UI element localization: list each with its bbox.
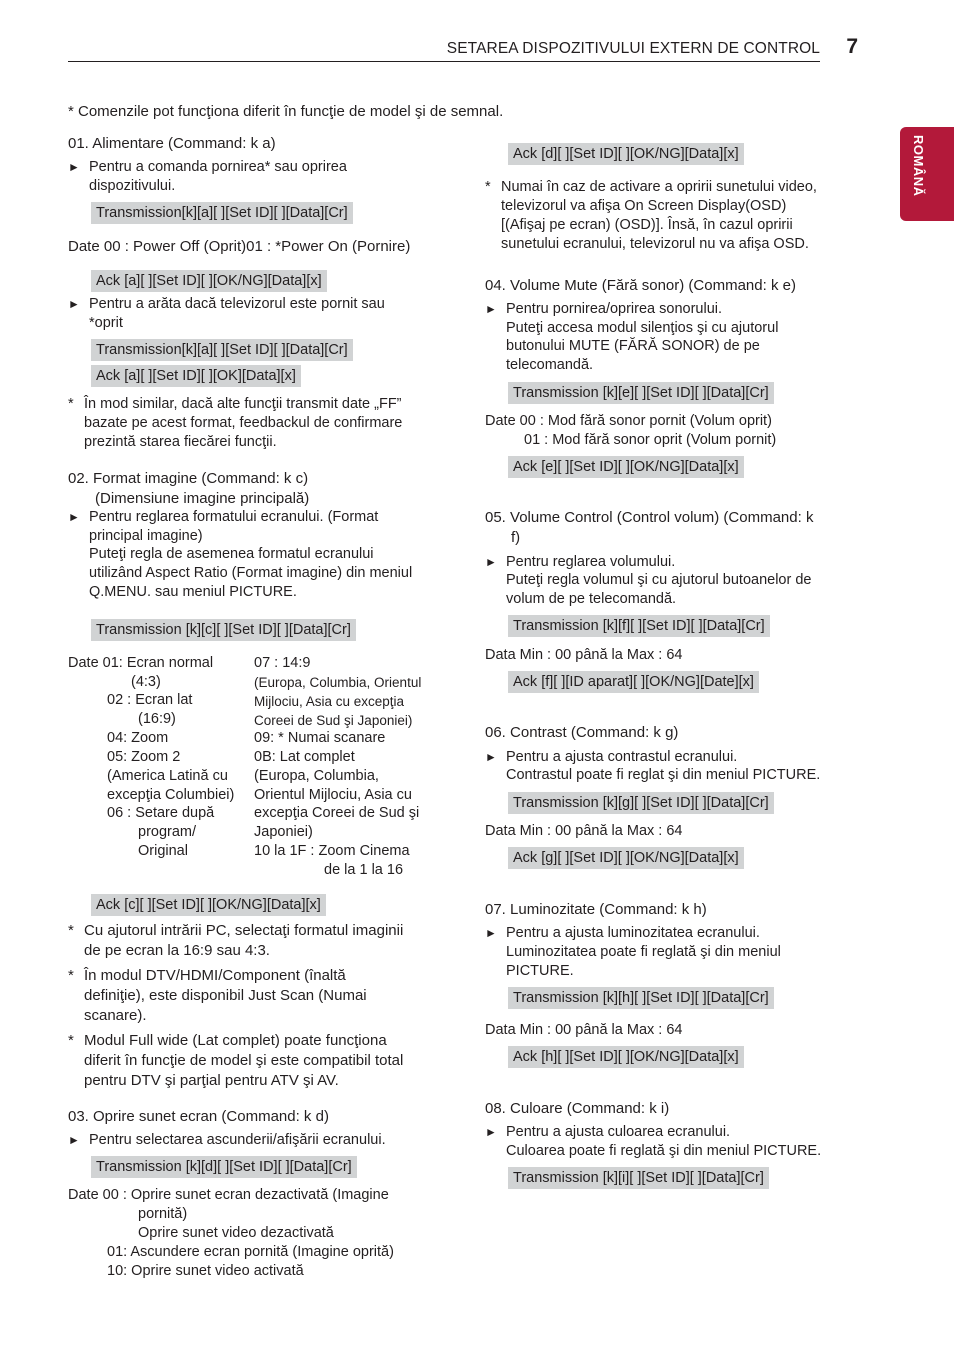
s02-col1-item: excepţia Columbiei) [107, 787, 235, 803]
s06-transmission-code: Transmission [k][g][ ][Set ID][ ][Data][Cr] [508, 792, 774, 814]
s02-note2-line2: definiţie), este disponibil Just Scan (Numai [84, 987, 367, 1004]
s04-bullet-line: telecomandă. [506, 357, 594, 373]
note-star: * [68, 967, 74, 984]
s06-ack-code: Ack [g][ ][Set ID][ ][OK/NG][Data][x] [508, 847, 744, 869]
s01-bullet2-line1: Pentru a arăta dacă televizorul este pornit sau [89, 296, 385, 312]
s02-col2-item: 0B: Lat complet [254, 749, 355, 765]
s02-bullet-line1: Pentru reglarea formatului ecranului. (Format [89, 509, 379, 525]
note-star: * [68, 922, 74, 939]
s04-bullet-line: butonului MUTE (FĂRĂ SONOR) de pe [506, 338, 760, 354]
s02-transmission-code: Transmission [k][c][ ][Set ID][ ][Data][Cr] [91, 619, 356, 641]
s01-bullet1-line2: dispozitivului. [89, 178, 176, 194]
page-header [68, 35, 858, 62]
section-03-title: 03. Oprire sunet ecran (Command: k d) [68, 1108, 329, 1125]
bullet-arrow-icon: ► [68, 1133, 80, 1147]
note-star: * [68, 396, 74, 412]
section-04-title: 04. Volume Mute (Fără sonor) (Command: k e) [485, 277, 796, 294]
s02-col1-item: 02 : Ecran lat [107, 692, 193, 708]
s03-note-line: [(Afişaj pe ecran) (OSD)]. Însă, în cazul opririi [501, 217, 793, 233]
s03-data-line: 01: Ascundere ecran pornită (Imagine oprită) [107, 1244, 394, 1260]
s02-col2-item: 09: * Numai scanare [254, 730, 386, 746]
s01-transmission-code-2: Transmission[k][a][ ][Set ID][ ][Data][Cr] [91, 339, 353, 361]
s04-bullet-line: Puteţi accesa modul silenţios şi cu ajutorul [506, 320, 779, 336]
s03-transmission-code: Transmission [k][d][ ][Set ID][ ][Data][Cr] [91, 1156, 357, 1178]
s02-col2-small: (Europa, Columbia, Orientul [254, 675, 422, 690]
s03-note-line: Numai în caz de activare a opririi sunetului video, [501, 179, 817, 195]
s07-ack-code: Ack [h][ ][Set ID][ ][OK/NG][Data][x] [508, 1046, 744, 1068]
s02-bullet-line4: utilizând Aspect Ratio (Format imagine) din meniul [89, 565, 413, 581]
section-01-title: 01. Alimentare (Command: k a) [68, 135, 276, 152]
s06-data: Data Min : 00 până la Max : 64 [485, 823, 683, 839]
s02-note2-line1: În modul DTV/HDMI/Component (înaltă [84, 967, 346, 984]
s03-data-line: Date 00 : Oprire sunet ecran dezactivată (Imagine [68, 1187, 389, 1203]
s01-data: Date 00 : Power Off (Oprit)01 : *Power On (Pornire) [68, 238, 411, 255]
s02-col2-item: 10 la 1F : Zoom Cinema [254, 843, 410, 859]
s03-data-line: 10: Oprire sunet video activată [107, 1263, 304, 1279]
s02-col1-item: Original [138, 843, 188, 859]
s06-bullet-line: Contrastul poate fi reglat şi din meniul PICTURE. [506, 767, 821, 783]
s02-col2-small: Mijlociu, Asia cu excepţia [254, 694, 405, 709]
s02-col2-item: (Europa, Columbia, [254, 768, 379, 784]
s07-data: Data Min : 00 până la Max : 64 [485, 1022, 683, 1038]
s03-data-line: Oprire sunet video dezactivată [138, 1225, 334, 1241]
s05-bullet-line: Puteţi regla volumul şi cu ajutorul butoanelor de [506, 572, 812, 588]
s02-col1-item: 04: Zoom [107, 730, 169, 746]
header-title: SETAREA DISPOZITIVULUI EXTERN DE CONTROL [446, 40, 820, 57]
bullet-arrow-icon: ► [68, 510, 80, 524]
s02-col1-item: 06 : Setare după [107, 805, 215, 821]
s02-col1-item: (4:3) [131, 674, 161, 690]
s02-data-label: Date 01: Ecran normal [68, 655, 214, 671]
bullet-arrow-icon: ► [485, 926, 497, 940]
s02-col1-item: (America Latină cu [107, 768, 228, 784]
s08-bullet-line: Pentru a ajusta culoarea ecranului. [506, 1124, 731, 1140]
note-star: * [68, 1032, 74, 1049]
s02-note1-line1: Cu ajutorul intrării PC, selectaţi formatul imaginii [84, 922, 404, 939]
s08-transmission-code: Transmission [k][i][ ][Set ID][ ][Data][Cr] [508, 1167, 769, 1189]
s01-note-line3: prezintă starea fiecărei funcţii. [84, 434, 277, 450]
s02-ack-code: Ack [c][ ][Set ID][ ][OK/NG][Data][x] [91, 894, 326, 916]
s03-ack-code: Ack [d][ ][Set ID][ ][OK/NG][Data][x] [508, 143, 744, 165]
s02-col2-item: 07 : 14:9 [254, 655, 311, 671]
s02-bullet-line2: principal imagine) [89, 528, 203, 544]
section-08-title: 08. Culoare (Command: k i) [485, 1100, 670, 1117]
s02-col2-small: Coreei de Sud şi Japoniei) [254, 713, 413, 728]
s03-bullet: Pentru selectarea ascunderii/afişării ecranului. [89, 1132, 386, 1148]
s02-note3-line2: diferit în funcţie de model şi este compatibil total [84, 1052, 404, 1069]
note-star: * [485, 179, 491, 195]
s07-bullet-line: Luminozitatea poate fi reglată şi din meniul [506, 944, 781, 960]
bullet-arrow-icon: ► [485, 750, 497, 764]
s03-data-line: pornită) [138, 1206, 188, 1222]
bullet-arrow-icon: ► [68, 297, 80, 311]
s08-bullet-line: Culoarea poate fi reglată şi din meniul PICTURE. [506, 1143, 822, 1159]
language-tab [900, 127, 954, 221]
s02-col2-item: de la 1 la 16 [324, 862, 404, 878]
s02-note1-line2: de pe ecran la 16:9 sau 4:3. [84, 942, 270, 959]
s05-transmission-code: Transmission [k][f][ ][Set ID][ ][Data][Cr] [508, 615, 770, 637]
s04-ack-code: Ack [e][ ][Set ID][ ][OK/NG][Data][x] [508, 456, 744, 478]
s02-note3-line3: pentru DTV şi parţial pentru ATV şi AV. [84, 1072, 339, 1089]
s07-bullet-line: Pentru a ajusta luminozitatea ecranului. [506, 925, 760, 941]
s05-ack-code: Ack [f][ ][ID aparat][ ][OK/NG][Date][x] [508, 671, 759, 693]
s02-note3-line1: Modul Full wide (Lat complet) poate funcţiona [84, 1032, 387, 1049]
s04-transmission-code: Transmission [k][e][ ][Set ID][ ][Data][Cr] [508, 382, 774, 404]
s04-bullet-line: Pentru pornirea/oprirea sonorului. [506, 301, 723, 317]
s01-bullet2-line2: *oprit [89, 315, 123, 331]
section-06-title: 06. Contrast (Command: k g) [485, 724, 679, 741]
s01-note-line2: bazate pe acest format, feedbackul de confirmare [84, 415, 403, 431]
s06-bullet-line: Pentru a ajusta contrastul ecranului. [506, 749, 738, 765]
s04-data-line: Date 00 : Mod fără sonor pornit (Volum oprit) [485, 413, 772, 429]
section-02-subtitle: (Dimensiune imagine principală) [95, 490, 310, 507]
s05-bullet-line: Pentru reglarea volumului. [506, 554, 676, 570]
language-tab-label: ROMÂNĂ [911, 135, 926, 197]
bullet-arrow-icon: ► [68, 160, 80, 174]
s01-bullet1-line1: Pentru a comanda pornirea* sau oprirea [89, 159, 347, 175]
s02-note2-line3: scanare). [84, 1007, 147, 1024]
s02-col1-item: program/ [138, 824, 197, 840]
section-02-title: 02. Format imagine (Command: k c) [68, 470, 309, 487]
intro-note: * Comenzile pot funcţiona diferit în funcţie de model şi de semnal. [68, 103, 504, 120]
s07-transmission-code: Transmission [k][h][ ][Set ID][ ][Data][Cr] [508, 987, 774, 1009]
bullet-arrow-icon: ► [485, 302, 497, 316]
bullet-arrow-icon: ► [485, 555, 497, 569]
s03-note-line: sunetului ecranului, televizorul nu va afişa OSD. [501, 236, 809, 252]
s04-data-line: 01 : Mod fără sonor oprit (Volum pornit) [524, 432, 777, 448]
s02-col1-item: (16:9) [138, 711, 176, 727]
page-number: 7 [846, 35, 858, 58]
s01-note-line1: În mod similar, dacă alte funcţii transmit date „FF” [84, 396, 402, 412]
section-05-title-cont: f) [511, 529, 521, 546]
section-07-title: 07. Luminozitate (Command: k h) [485, 901, 707, 918]
bullet-arrow-icon: ► [485, 1125, 497, 1139]
s03-note-line: televizorul va afişa On Screen Display(OSD) [501, 198, 787, 214]
s02-bullet-line3: Puteţi regla de asemenea formatul ecranului [89, 546, 374, 562]
s05-bullet-line: volum de pe telecomandă. [506, 591, 677, 607]
s01-ack-code: Ack [a][ ][Set ID][ ][OK/NG][Data][x] [91, 270, 327, 292]
s05-data: Data Min : 00 până la Max : 64 [485, 647, 683, 663]
s01-transmission-code: Transmission[k][a][ ][Set ID][ ][Data][Cr] [91, 202, 353, 224]
s02-col1-item: 05: Zoom 2 [107, 749, 181, 765]
section-05-title: 05. Volume Control (Control volum) (Command: k [485, 509, 814, 526]
s02-col2-item: Japoniei) [254, 824, 313, 840]
s01-ack-code-2: Ack [a][ ][Set ID][ ][OK][Data][x] [91, 365, 301, 387]
s07-bullet-line: PICTURE. [506, 963, 574, 979]
s02-bullet-line5: Q.MENU. sau meniul PICTURE. [89, 584, 297, 600]
s02-col2-item: excepţia Coreei de Sud şi [254, 805, 420, 821]
header-rule [68, 61, 820, 62]
s02-col2-item: Orientul Mijlociu, Asia cu [254, 787, 412, 803]
